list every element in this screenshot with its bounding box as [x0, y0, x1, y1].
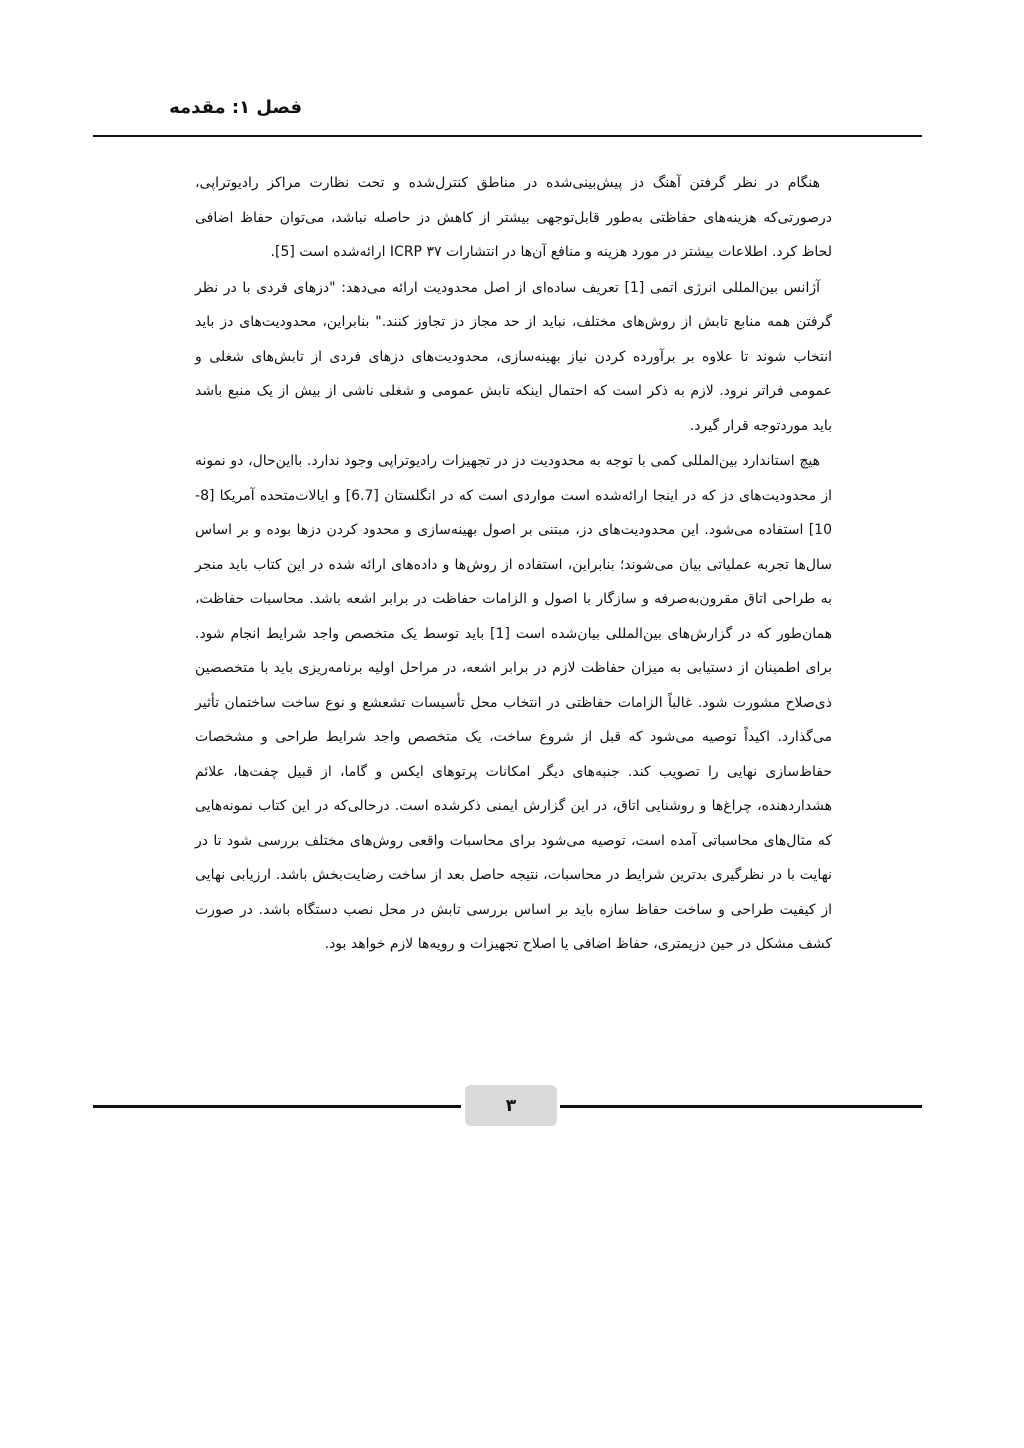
- page-number-badge: [465, 1085, 557, 1126]
- footer-divider-right: [560, 1105, 922, 1108]
- body-text: [195, 166, 832, 963]
- paragraph-3: هیچ استاندارد بین‌المللی کمی با توجه به محدودیت دز در تجهیزات رادیوتراپی وجود ندارد. بااین‌حال، دو نمونه از محدودیت‌های دز که در اینجا ارائه‌شده است مواردی است که در انگلستان [6.7] و ایالات‌متحده آمریکا [8-10] استفاده می‌شود. این محدودیت‌های دز، مبتنی بر اصول بهینه‌سازی و محدود کردن دزها بوده و بر اساس سال‌ها تجربه عملیاتی بیان می‌شوند؛ بنابراین، استفاده از روش‌ها و داده‌های ارائه شده در این کتاب باید منجر به طراحی اتاق مقرون‌به‌صرفه و سازگار با اصول و الزامات حفاظت در برابر اشعه باشد. محاسبات حفاظت، همان‌طور که در گزارش‌های بین‌المللی بیان‌شده است [1] باید توسط یک متخصص واجد شرایط انجام شود. برای اطمینان از دستیابی به میزان حفاظت لازم در برابر اشعه، در مراحل اولیه برنامه‌ریزی باید با متخصصین ذی‌صلاح مشورت شود. غالباً الزامات حفاظتی در انتخاب محل تأسیسات تشعشع و نوع ساخت ساختمان تأثیر می‌گذارد. اکیداً توصیه می‌شود که قبل از شروع ساخت، یک متخصص واجد شرایط طراحی و مشخصات حفاظ‌سازی نهایی را تصویب کند. جنبه‌های دیگر امکانات پرتوهای ایکس و گاما، از قبیل چفت‌ها، علائم هشداردهنده، چراغ‌ها و روشنایی اتاق، در این گزارش ایمنی ذکرشده است. درحالی‌که در این کتاب نمونه‌هایی که مثال‌های محاسباتی آمده است، توصیه می‌شود برای محاسبات واقعی روش‌های مختلف بررسی شود تا در نهایت با در نظرگیری بدترین شرایط در محاسبات، نتیجه حاصل بعد از ساخت رضایت‌بخش باشد. ارزیابی نهایی از کیفیت طراحی و ساخت حفاظ سازه باید بر اساس بررسی تابش در محل نصب دستگاه باشد. در صورت کشف مشکل در حین دزیمتری، حفاظ اضافی یا اصلاح تجهیزات و رویه‌ها لازم خواهد بود.: [195, 453, 832, 952]
- header-divider: [93, 135, 922, 137]
- paragraph-2: آژانس بین‌المللی انرژی اتمی [1] تعریف ساده‌ای از اصل محدودیت ارائه می‌دهد: "دزهای فردی با در نظر گرفتن همه منابع تابش از روش‌های مختلف، نباید از حد مجاز دز تجاوز کنند." بنابراین، محدودیت‌های دز باید انتخاب شوند تا علاوه بر برآورده کردن نیاز بهینه‌سازی، محدودیت‌های دزهای فردی از تابش‌های شغلی و عمومی فراتر نرود. لازم به ذکر است که احتمال اینکه تابش عمومی و شغلی ناشی از بیش از یک منبع باشد باید موردتوجه قرار گیرد.: [195, 279, 832, 434]
- paragraph-1: هنگام در نظر گرفتن آهنگ دز پیش‌بینی‌شده در مناطق کنترل‌شده و تحت نظارت مراکز رادیوتراپی، درصورتی‌که هزینه‌های حفاظتی به‌طور قابل‌توجهی بیشتر از کاهش دز حاصله نباشد، می‌توان حفاظ اضافی لحاظ کرد. اطلاعات بیشتر در مورد هزینه و منافع آن‌ها در انتشارات ICRP ۳۷ ارائه‌شده است [5].: [195, 175, 832, 260]
- footer-divider-left: [93, 1105, 461, 1108]
- chapter-title: فصل ۱: مقدمه: [169, 97, 302, 118]
- page-number: ۳: [505, 1095, 517, 1116]
